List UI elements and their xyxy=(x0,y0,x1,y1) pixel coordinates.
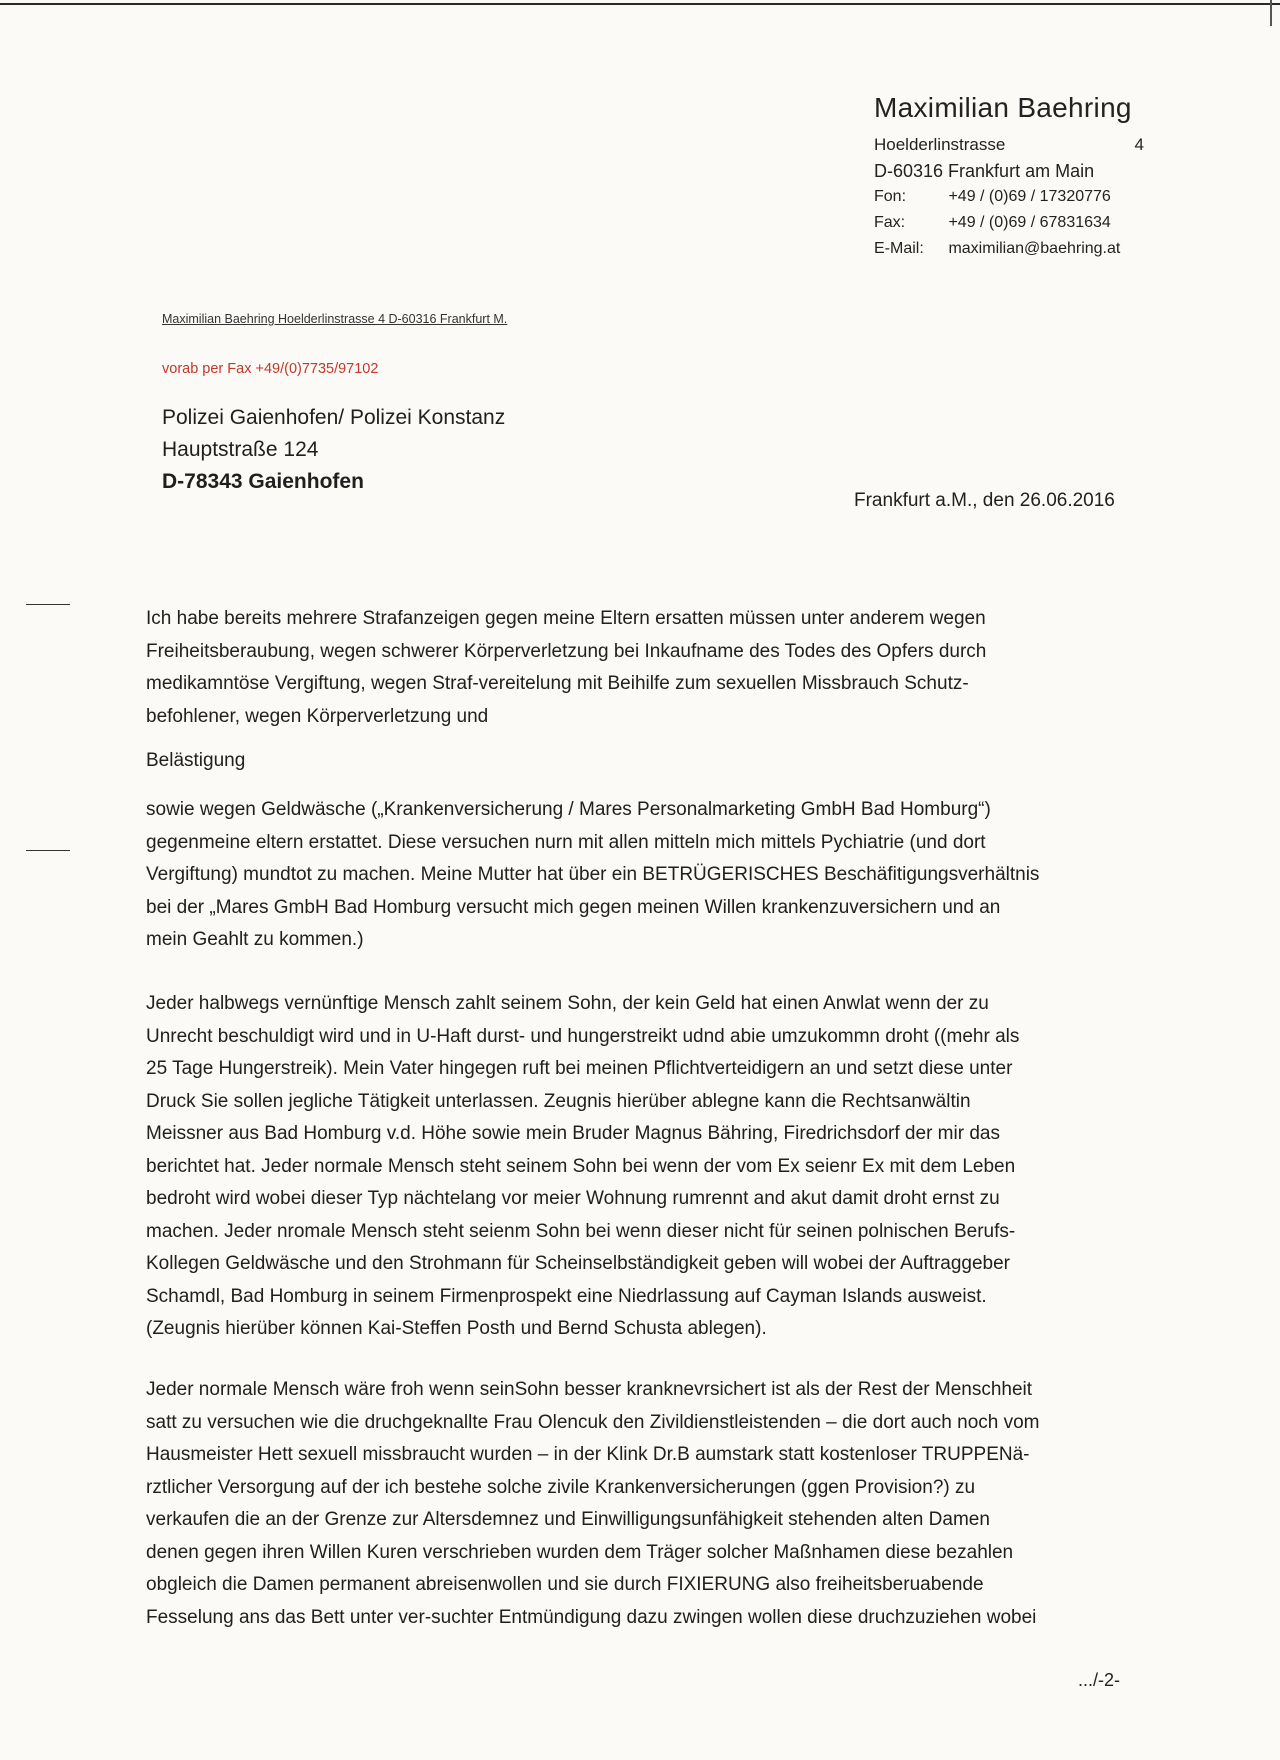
text-line: mein Geahlt zu kommen.) xyxy=(146,929,364,950)
letterhead-email xyxy=(874,236,1144,262)
letterhead-street-number: 4 xyxy=(1134,135,1144,154)
text-line: berichtet hat. Jeder normale Mensch steht seinem Sohn bei wenn der vom Ex seienr Ex mit dem Leben xyxy=(146,1155,1016,1177)
letterhead-phone-label: Fon: xyxy=(874,188,907,205)
paragraph-1 xyxy=(146,603,1136,733)
scan-edge-mark xyxy=(1270,0,1272,26)
sender-return-address: Maximilian Baehring Hoelderlinstrasse 4 D-60316 Frankfurt M. xyxy=(162,312,508,326)
letterhead-email-value: maximilian@baehring.at xyxy=(948,240,1121,257)
letterhead-fax xyxy=(874,210,1144,236)
letterhead-fax-value: +49 / (0)69 / 67831634 xyxy=(948,214,1111,231)
text-line: Kollegen Geldwäsche und den Strohmann für Scheinselbständigkeit geben will wobei der Auftraggeber xyxy=(146,1253,1010,1274)
fax-note: vorab per Fax +49/(0)7735/97102 xyxy=(162,361,379,377)
scan-edge-line xyxy=(0,3,1280,5)
letterhead-phone xyxy=(874,184,1144,210)
text-line: verkaufen die an der Grenze zur Altersdemnez und Einwilligungsunfähigkeit stehenden alten Damen xyxy=(146,1509,990,1530)
letterhead-city: D-60316 Frankfurt am Main xyxy=(874,161,1095,181)
paragraph-2 xyxy=(146,745,1136,778)
recipient-address xyxy=(162,402,505,498)
dateline: Frankfurt a.M., den 26.06.2016 xyxy=(854,490,1115,511)
letterhead-name: Maximilian Baehring xyxy=(874,92,1132,123)
recipient-line-1: Polizei Gaienhofen/ Polizei Konstanz xyxy=(162,406,506,429)
text-line: (Zeugnis hierüber können Kai-Steffen Posth und Bernd Schusta ablegen). xyxy=(146,1318,767,1339)
text-line: Jeder halbwegs vernünftige Mensch zahlt seinem Sohn, der kein Geld hat einen Anwlat wenn der zu xyxy=(146,993,989,1014)
fold-mark-middle xyxy=(26,850,70,851)
text-line: befohlener, wegen Körperverletzung und xyxy=(146,705,489,727)
text-line: Schamdl, Bad Homburg in seinem Firmenprospekt eine Niedrlassung auf Cayman Islands ausweist. xyxy=(146,1285,987,1307)
page-continuation-marker: .../-2- xyxy=(1078,1670,1121,1690)
text-line: obgleich die Damen permanent abreisenwollen und sie durch FIXIERUNG also freiheitsberuabende xyxy=(146,1574,984,1595)
text-line: bei der „Mares GmbH Bad Homburg versucht mich gegen meinen Willen krankenzuversichern und an xyxy=(146,896,1001,918)
text-line: bedroht wird wobei dieser Typ nächtelang vor meier Wohnung rumrennt and akut damit droht ernst zu xyxy=(146,1188,1000,1209)
letterhead-email-label: E-Mail: xyxy=(874,240,924,257)
text-line: Meissner aus Bad Homburg v.d. Höhe sowie mein Bruder Magnus Bähring, Firedrichsdorf der mir das xyxy=(146,1123,1000,1144)
text-line: denen gegen ihren Willen Kuren verschrieben wurden dem Träger solcher Maßnhamen diese bezahlen xyxy=(146,1541,1014,1563)
text-line: Ich habe bereits mehrere Strafanzeigen gegen meine Eltern ersatten müssen unter anderem wegen xyxy=(146,608,986,629)
paragraph-5 xyxy=(146,1374,1136,1634)
letterhead-phone-value: +49 / (0)69 / 17320776 xyxy=(948,188,1111,205)
letterhead-street-name: Hoelderlinstrasse xyxy=(874,135,1006,154)
paragraph-3 xyxy=(146,794,1136,957)
paragraph-4 xyxy=(146,988,1136,1346)
text-line: Freiheitsberaubung, wegen schwerer Körperverletzung bei Inkaufname des Todes des Opfers durch xyxy=(146,640,987,662)
letterhead-fax-label: Fax: xyxy=(874,214,906,231)
text-line: medikamntöse Vergiftung, wegen Straf-vereitelung mit Beihilfe zum sexuellen Missbrauch Schutz- xyxy=(146,673,969,694)
text-line: rztlicher Versorgung auf der ich bestehe solche zivile Krankenversicherungen (ggen Provision?) zu xyxy=(146,1476,976,1498)
text-line: gegenmeine eltern erstattet. Diese versuchen nurn mit allen mitteln mich mittels Pychiatrie (und dort xyxy=(146,831,986,853)
text-line: Unrecht beschuldigt wird und in U-Haft durst- und hungerstreikt udnd abie umzukommn droht ((mehr als xyxy=(146,1025,1020,1047)
text-line: Jeder normale Mensch wäre froh wenn seinSohn besser kranknevrsichert ist als der Rest der Menschheit xyxy=(146,1379,1033,1400)
text-line: machen. Jeder nromale Mensch steht seienm Sohn bei wenn dieser nicht für seinen polnischen Berufs- xyxy=(146,1220,1016,1242)
text-line: Belästigung xyxy=(146,750,246,771)
letterhead-street xyxy=(874,132,1144,158)
text-line: Hausmeister Hett sexuell missbraucht wurden – in der Klink Dr.B aumstark statt kostenloser TRUPPENä- xyxy=(146,1444,1030,1465)
recipient-line-3: D-78343 Gaienhofen xyxy=(162,470,364,493)
recipient-line-2: Hauptstraße 124 xyxy=(162,438,319,461)
text-line: Fesselung ans das Bett unter ver-suchter Entmündigung dazu zwingen wollen diese druchzuziehen wobei xyxy=(146,1606,1037,1628)
text-line: Vergiftung) mundtot zu machen. Meine Mutter hat über ein BETRÜGERISCHES Beschäfitigungsverhältnis xyxy=(146,864,1040,885)
text-line: sowie wegen Geldwäsche („Krankenversicherung / Mares Personalmarketing GmbH Bad Homburg“) xyxy=(146,799,991,820)
text-line: satt zu versuchen wie die druchgeknallte Frau Olencuk den Zivildienstleistenden – die dort auch noch vom xyxy=(146,1411,1040,1433)
text-line: Druck Sie sollen jegliche Tätigkeit unterlassen. Zeugnis hierüber ablegne kann die Rechtsanwältin xyxy=(146,1090,971,1112)
text-line: 25 Tage Hungerstreik). Mein Vater hingegen ruft bei meinen Pflichtverteidigern an und setzt diese unter xyxy=(146,1058,1013,1079)
fold-mark-top xyxy=(26,604,70,605)
letterhead xyxy=(874,92,1144,262)
